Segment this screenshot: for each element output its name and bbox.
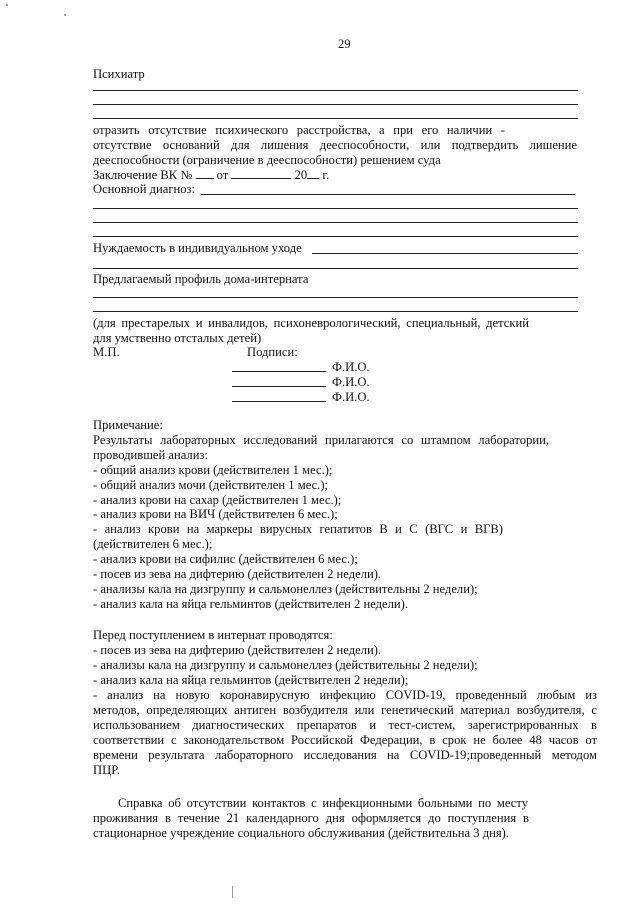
notes-title: Примечание: (93, 418, 163, 432)
main-diagnosis-label: Основной диагноз: (93, 182, 196, 196)
conclusion-number-blank (196, 167, 214, 179)
covid-line: использованием диагностических препаратов и тест-систем, зарегистрированных в (93, 718, 597, 732)
profile-label: Предлагаемый профиль дома-интерната (93, 272, 309, 286)
lab-item: - анализ кала на яйца гельминтов (действителен 2 недели). (93, 597, 408, 611)
blank-line (312, 253, 578, 254)
admission-item: - анализы кала на дизгруппу и сальмонеллез (действительны 2 недели); (93, 658, 478, 672)
blank-line (93, 90, 578, 91)
psych-note-line: отразить отсутствие психического расстройства, а при его наличии - (93, 123, 505, 137)
lab-item: - анализ крови на ВИЧ (действителен 6 мес.); (93, 507, 338, 521)
blank-line (93, 297, 578, 298)
covid-line: времени результата лабораторного исследования на COVID-19;проведенный методом (93, 748, 597, 762)
lab-item: - посев из зева на дифтерию (действителен 2 недели). (93, 567, 382, 581)
lab-intro-line: проводившей анализ: (93, 448, 208, 462)
care-need-label: Нуждаемость в индивидуальном уходе (93, 241, 302, 255)
lab-item: - анализ крови на сифилис (действителен 6 мес.); (93, 552, 358, 566)
conclusion-year: 20 (294, 168, 308, 182)
blank-line (93, 268, 578, 269)
conclusion-year-suffix: г. (322, 168, 330, 182)
admission-item: - посев из зева на дифтерию (действителен 2 недели). (93, 643, 382, 657)
blank-line (93, 208, 578, 209)
scan-speck (6, 4, 8, 6)
signatures-label: Подписи: (247, 345, 298, 359)
certificate-line: стационарное учреждение социального обслуживания (действительна 3 дня). (93, 826, 510, 840)
conclusion-date-blank (231, 167, 291, 179)
psych-note-line: дееспособности (ограничение в дееспособности) решением суда (93, 153, 441, 167)
certificate-line: Справка об отсутствии контактов с инфекционными больными по месту (118, 796, 528, 810)
profile-note-line: (для престарелых и инвалидов, психоневрологический, специальный, детский (93, 316, 529, 330)
lab-intro-line: Результаты лабораторных исследований прилагаются со штампом лаборатории, (93, 433, 549, 447)
scan-speck (64, 14, 66, 16)
conclusion-year-blank (307, 167, 319, 179)
signature-line (232, 401, 326, 402)
conclusion-line (93, 167, 329, 183)
blank-line (93, 311, 578, 312)
lab-item: - анализы кала на дизгруппу и сальмонеллез (действительны 2 недели); (93, 582, 478, 596)
conclusion-prefix: Заключение ВК № (93, 168, 193, 182)
lab-item: - общий анализ мочи (действителен 1 мес.); (93, 478, 329, 492)
fio-label: Ф.И.О. (332, 390, 370, 404)
blank-line (93, 236, 578, 237)
certificate-line: проживания в течение 21 календарного дня оформляется до поступления в (93, 811, 529, 825)
fio-label: Ф.И.О. (332, 375, 370, 389)
covid-line: - анализ на новую коронавирусную инфекцию COVID-19, проведенный любым из (93, 688, 597, 702)
blank-line (201, 194, 575, 195)
lab-item: (действителен 6 мес.); (93, 537, 213, 551)
covid-line: ПЦР. (93, 763, 120, 777)
scan-mark (232, 886, 233, 898)
admission-item: - анализ кала на яйца гельминтов (действителен 2 недели); (93, 673, 409, 687)
section-title: Психиатр (93, 67, 145, 81)
fio-label: Ф.И.О. (332, 360, 370, 374)
profile-note-line: для умственно отсталых детей) (93, 331, 262, 345)
lab-item: - анализ крови на маркеры вирусных гепатитов В и С (ВГС и ВГВ) (93, 522, 503, 536)
lab-item: - общий анализ крови (действителен 1 мес.); (93, 463, 333, 477)
signature-line (232, 386, 326, 387)
lab-item: - анализ крови на сахар (действителен 1 мес.); (93, 493, 342, 507)
covid-line: соответствии с законодательством Российской Федерации, в срок не более 48 часов от (93, 733, 597, 747)
blank-line (93, 222, 578, 223)
stamp-label: М.П. (93, 345, 120, 359)
psych-note-line: отсутствие оснований для лишения дееспособности, или подтвердить лишение (93, 138, 577, 152)
blank-line (93, 118, 578, 119)
blank-line (93, 104, 578, 105)
conclusion-from: от (216, 168, 229, 182)
admission-title: Перед поступлением в интернат проводятся: (93, 628, 333, 642)
covid-line: методов, определяющих антиген возбудителя или генетический материал возбудителя, с (93, 703, 597, 717)
page-number: 29 (338, 37, 351, 51)
signature-line (232, 371, 326, 372)
